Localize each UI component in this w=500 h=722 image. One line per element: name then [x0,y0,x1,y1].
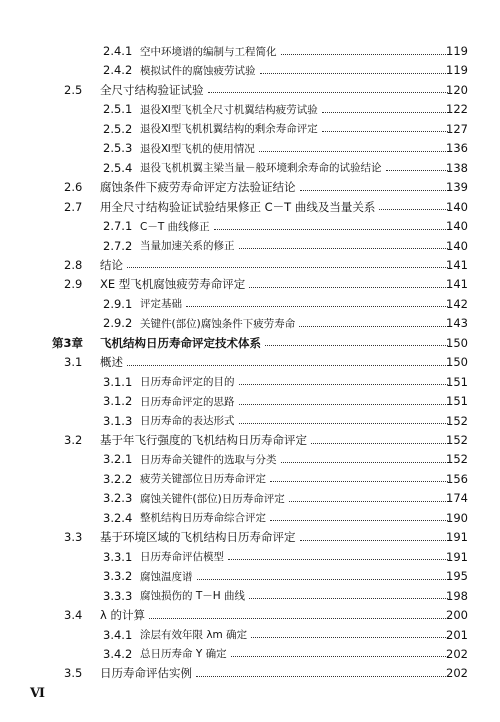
dot-leader [149,618,448,619]
toc-entry-title: 用全尺寸结构验证试验结果修正 C－T 曲线及当量关系 [100,199,376,214]
toc-entry-number: 2.7 [64,199,83,214]
dot-leader [322,131,448,132]
toc-entry[interactable] [0,567,500,585]
toc-entry[interactable] [0,664,500,682]
toc-entry-number: 3.4.1 [103,627,133,642]
toc-entry[interactable] [0,295,500,313]
dot-leader [300,190,449,191]
toc-entry[interactable] [0,431,500,449]
dot-leader [186,306,448,307]
toc-entry-title-group [140,296,452,311]
toc-entry-page: 150 [446,335,468,350]
toc-entry[interactable] [0,237,500,255]
toc-entry-title-group [100,607,452,623]
toc-entry-title: 腐蚀关键件(部位)日历寿命评定 [140,492,285,505]
toc-entry-title-group [140,549,452,564]
toc-entry-title: 关键件(部位)腐蚀条件下疲劳寿命 [140,317,296,330]
toc-entry-title-group [100,529,452,545]
toc-entry-title: 飞机结构日历寿命评定技术体系 [100,335,261,350]
toc-entry[interactable] [0,528,500,546]
toc-entry-page: 202 [446,666,468,681]
toc-entry-title: 基于年飞行强度的飞机结构日历寿命评定 [100,433,307,447]
toc-entry-title: 评定基础 [140,298,182,311]
dot-leader [299,326,448,327]
toc-entry[interactable] [0,314,500,332]
toc-entry-title: 日历寿命评定的目的 [140,376,235,389]
dot-leader [239,423,449,424]
toc-entry-title-group [140,646,452,661]
toc-entry-title-group [140,491,452,506]
toc-entry-title: λ 的计算 [100,608,145,623]
dot-leader [196,676,448,677]
toc-entry-number: 2.7.1 [103,219,133,234]
toc-entry-title: 退役Ⅺ型飞机的使用情况 [140,142,255,155]
dot-leader [386,170,449,171]
toc-entry-page: 140 [446,219,468,234]
dot-leader [379,209,448,210]
toc-entry-title: 整机结构日历寿命综合评定 [140,512,266,525]
toc-entry-title: 结论 [100,257,123,272]
toc-entry-title-group [100,276,452,292]
toc-entry-title-group [140,63,452,78]
dot-leader [322,112,448,113]
toc-entry[interactable] [0,61,500,79]
toc-entry-page: 152 [446,413,468,428]
toc-entry-number: 3.4.2 [103,646,133,661]
toc-entry[interactable] [0,587,500,605]
toc-entry-page: 200 [446,608,468,623]
toc-entry-page: 127 [446,121,468,136]
toc-entry-title-group [140,316,452,331]
dot-leader [249,598,448,599]
dot-leader [270,481,448,482]
toc-entry-title-group [140,627,452,642]
toc-entry-page: 191 [446,530,468,545]
toc-entry-number: 2.5.4 [103,160,133,175]
toc-entry-page: 120 [446,82,468,97]
toc-entry-number: 2.5 [64,82,83,97]
toc-entry-number: 3.3.1 [103,549,133,564]
toc-entry[interactable] [0,120,500,138]
toc-entry-title: 腐蚀损伤的 T－H 曲线 [140,590,245,603]
toc-entry-title-group [100,354,452,370]
toc-entry[interactable] [0,42,500,60]
toc-entry-page: 142 [446,296,468,311]
toc-entry-title: 腐蚀温度谱 [140,570,193,583]
dot-leader [300,540,449,541]
toc-entry-number: 2.7.2 [103,238,133,253]
toc-entry-page: 191 [446,549,468,564]
toc-entry[interactable] [0,334,500,352]
toc-entry-number: 2.6 [64,180,83,195]
toc-entry-title: 日历寿命评估模型 [140,551,224,564]
toc-entry[interactable] [0,645,500,663]
toc-entry-title: 全尺寸结构验证试验 [100,82,204,97]
dot-leader [251,637,448,638]
dot-leader [265,345,448,346]
toc-entry-number: 2.4.1 [103,44,133,58]
toc-entry-number: 2.8 [64,257,83,272]
toc-entry-title-group [140,510,452,525]
toc-entry[interactable] [0,373,500,391]
toc-entry-title-group [100,665,452,681]
toc-entry[interactable] [0,626,500,644]
toc-entry-title-group [140,413,452,428]
toc-entry-page: 141 [446,257,468,272]
toc-entry-title-group [140,141,452,156]
toc-entry-title-group [140,588,452,603]
toc-entry-page: 156 [446,471,468,486]
toc-entry-number: 2.9 [64,277,83,292]
dot-leader [197,579,449,580]
toc-entry[interactable] [0,412,500,430]
toc-entry-title-group [100,199,452,215]
toc-entry-page: 150 [446,355,468,370]
toc-entry[interactable] [0,353,500,371]
toc-entry-number: 3.2 [64,433,83,447]
toc-entry-number: 3.1.2 [103,394,133,409]
toc-entry-number: 第3章 [52,335,84,350]
dot-leader [239,248,449,249]
toc-entry-number: 3.1 [64,355,83,370]
page-number-folio: Ⅵ [30,686,45,701]
toc-entry[interactable] [0,392,500,410]
toc-entry-title: 基于环境区域的飞机结构日历寿命评定 [100,530,296,545]
toc-entry-title: 日历寿命的表达形式 [140,415,235,428]
toc-entry-title: 概述 [100,355,123,370]
toc-entry-title: 模拟试件的腐蚀疲劳试验 [140,64,256,77]
toc-entry-title: 退役Ⅺ型飞机全尺寸机翼结构疲劳试验 [140,103,318,116]
dot-leader [289,501,448,502]
toc-entry-title: 退役Ⅺ型飞机机翼结构的剩余寿命评定 [140,123,318,136]
toc-entry-number: 2.9.2 [103,316,133,331]
toc-entry-page: 152 [446,433,468,447]
toc-entry-page: 152 [446,452,468,467]
toc-entry-title: 日历寿命关键件的选取与分类 [140,453,277,466]
toc-entry-page: 122 [446,102,468,117]
dot-leader [259,151,448,152]
toc-entry-title-group [140,238,452,253]
toc-entry-number: 3.3.2 [103,569,133,584]
toc-entry-page: 143 [446,316,468,331]
toc-entry-page: 141 [446,277,468,292]
toc-entry-page: 198 [446,588,468,603]
toc-entry[interactable] [0,100,500,118]
toc-entry-title-group [100,432,452,448]
toc-entry-title-group [140,452,452,467]
dot-leader [208,92,449,93]
toc-entry[interactable] [0,178,500,196]
toc-entry-page: 174 [446,491,468,506]
toc-entry[interactable] [0,256,500,274]
toc-entry-title: 退役飞机机翼主梁当量－般环境剩余寿命的试验结论 [140,162,382,175]
dot-leader [281,54,449,55]
toc-entry-page: 202 [446,646,468,661]
toc-entry-title-group [100,335,452,351]
toc-entry-page: 138 [446,160,468,175]
toc-entry[interactable] [0,275,500,293]
toc-entry-title: 疲劳关键部位日历寿命评定 [140,473,266,486]
toc-entry-number: 2.9.1 [103,296,133,311]
toc-entry[interactable] [0,198,500,216]
toc-entry-number: 2.5.2 [103,121,133,136]
toc-entry-page: 140 [446,199,468,214]
toc-entry-number: 3.3 [64,530,83,545]
toc-entry-page: 140 [446,238,468,253]
toc-entry-title-group [140,569,452,584]
toc-entry-title-group [140,121,452,136]
toc-entry-title-group [140,44,452,59]
toc-entry-title: C－T 曲线修正 [140,220,210,233]
dot-leader [127,267,448,268]
toc-entry-title: 涂层有效年限 λm 确定 [140,629,248,641]
toc-entry-page: 139 [446,180,468,195]
toc-entry-title-group [140,374,452,389]
toc-entry-title: 总日历寿命 Y 确定 [140,648,227,661]
toc-entry-title-group [100,257,452,273]
toc-entry-title: 腐蚀条件下疲劳寿命评定方法验证结论 [100,180,296,195]
toc-entry-title-group [140,471,452,486]
toc-entry-title-group [140,219,452,234]
toc-entry[interactable] [0,81,500,99]
toc-entry-number: 3.2.4 [103,510,133,525]
dot-leader [239,384,449,385]
toc-entry-page: 119 [446,44,468,58]
toc-entry-title: 日历寿命评估实例 [100,666,192,681]
toc-entry[interactable] [0,470,500,488]
toc-entry-number: 3.2.1 [103,452,133,467]
dot-leader [228,559,448,560]
toc-entry-title: 空中环境谱的编制与工程简化 [140,45,277,58]
toc-entry[interactable] [0,139,500,157]
toc-entry-title: 日历寿命评定的思路 [140,395,235,408]
toc-entry[interactable] [0,548,500,566]
toc-entry[interactable] [0,489,500,507]
toc-entry-number: 3.4 [64,608,83,623]
dot-leader [214,229,448,230]
toc-entry-page: 151 [446,374,468,389]
toc-entry-title-group [100,82,452,98]
dot-leader [239,404,449,405]
toc-entry-number: 2.4.2 [103,63,133,78]
toc-entry-page: 201 [446,627,468,642]
toc-entry-page: 119 [446,63,468,78]
toc-entry-page: 136 [446,141,468,156]
dot-leader [127,365,448,366]
toc-entry[interactable] [0,509,500,527]
toc-entry-title: XE 型飞机腐蚀疲劳寿命评定 [100,277,246,292]
dot-leader [231,656,448,657]
toc-entry[interactable] [0,217,500,235]
toc-entry[interactable] [0,606,500,624]
toc-entry-number: 3.1.3 [103,413,133,428]
toc-entry-title-group [140,394,452,409]
toc-entry[interactable] [0,450,500,468]
toc-entry-page: 195 [446,569,468,584]
toc-entry-title: 当量加速关系的修正 [140,240,235,252]
toc-entry-number: 3.2.3 [103,491,133,506]
toc-entry[interactable] [0,159,500,177]
toc-entry-number: 2.5.1 [103,102,133,117]
dot-leader [270,520,448,521]
toc-entry-number: 3.2.2 [103,471,133,486]
toc-entry-page: 190 [446,510,468,525]
toc-entry-title-group [100,179,452,195]
dot-leader [311,443,448,444]
toc-entry-number: 2.5.3 [103,141,133,156]
toc-entry-page: 151 [446,394,468,409]
dot-leader [260,73,449,74]
toc-entry-number: 3.5 [64,666,83,681]
dot-leader [281,462,449,463]
dot-leader [249,287,448,288]
toc-entry-number: 3.1.1 [103,374,133,389]
toc-entry-number: 3.3.3 [103,588,133,603]
toc-entry-title-group [140,102,452,117]
toc-entry-title-group [140,160,452,175]
